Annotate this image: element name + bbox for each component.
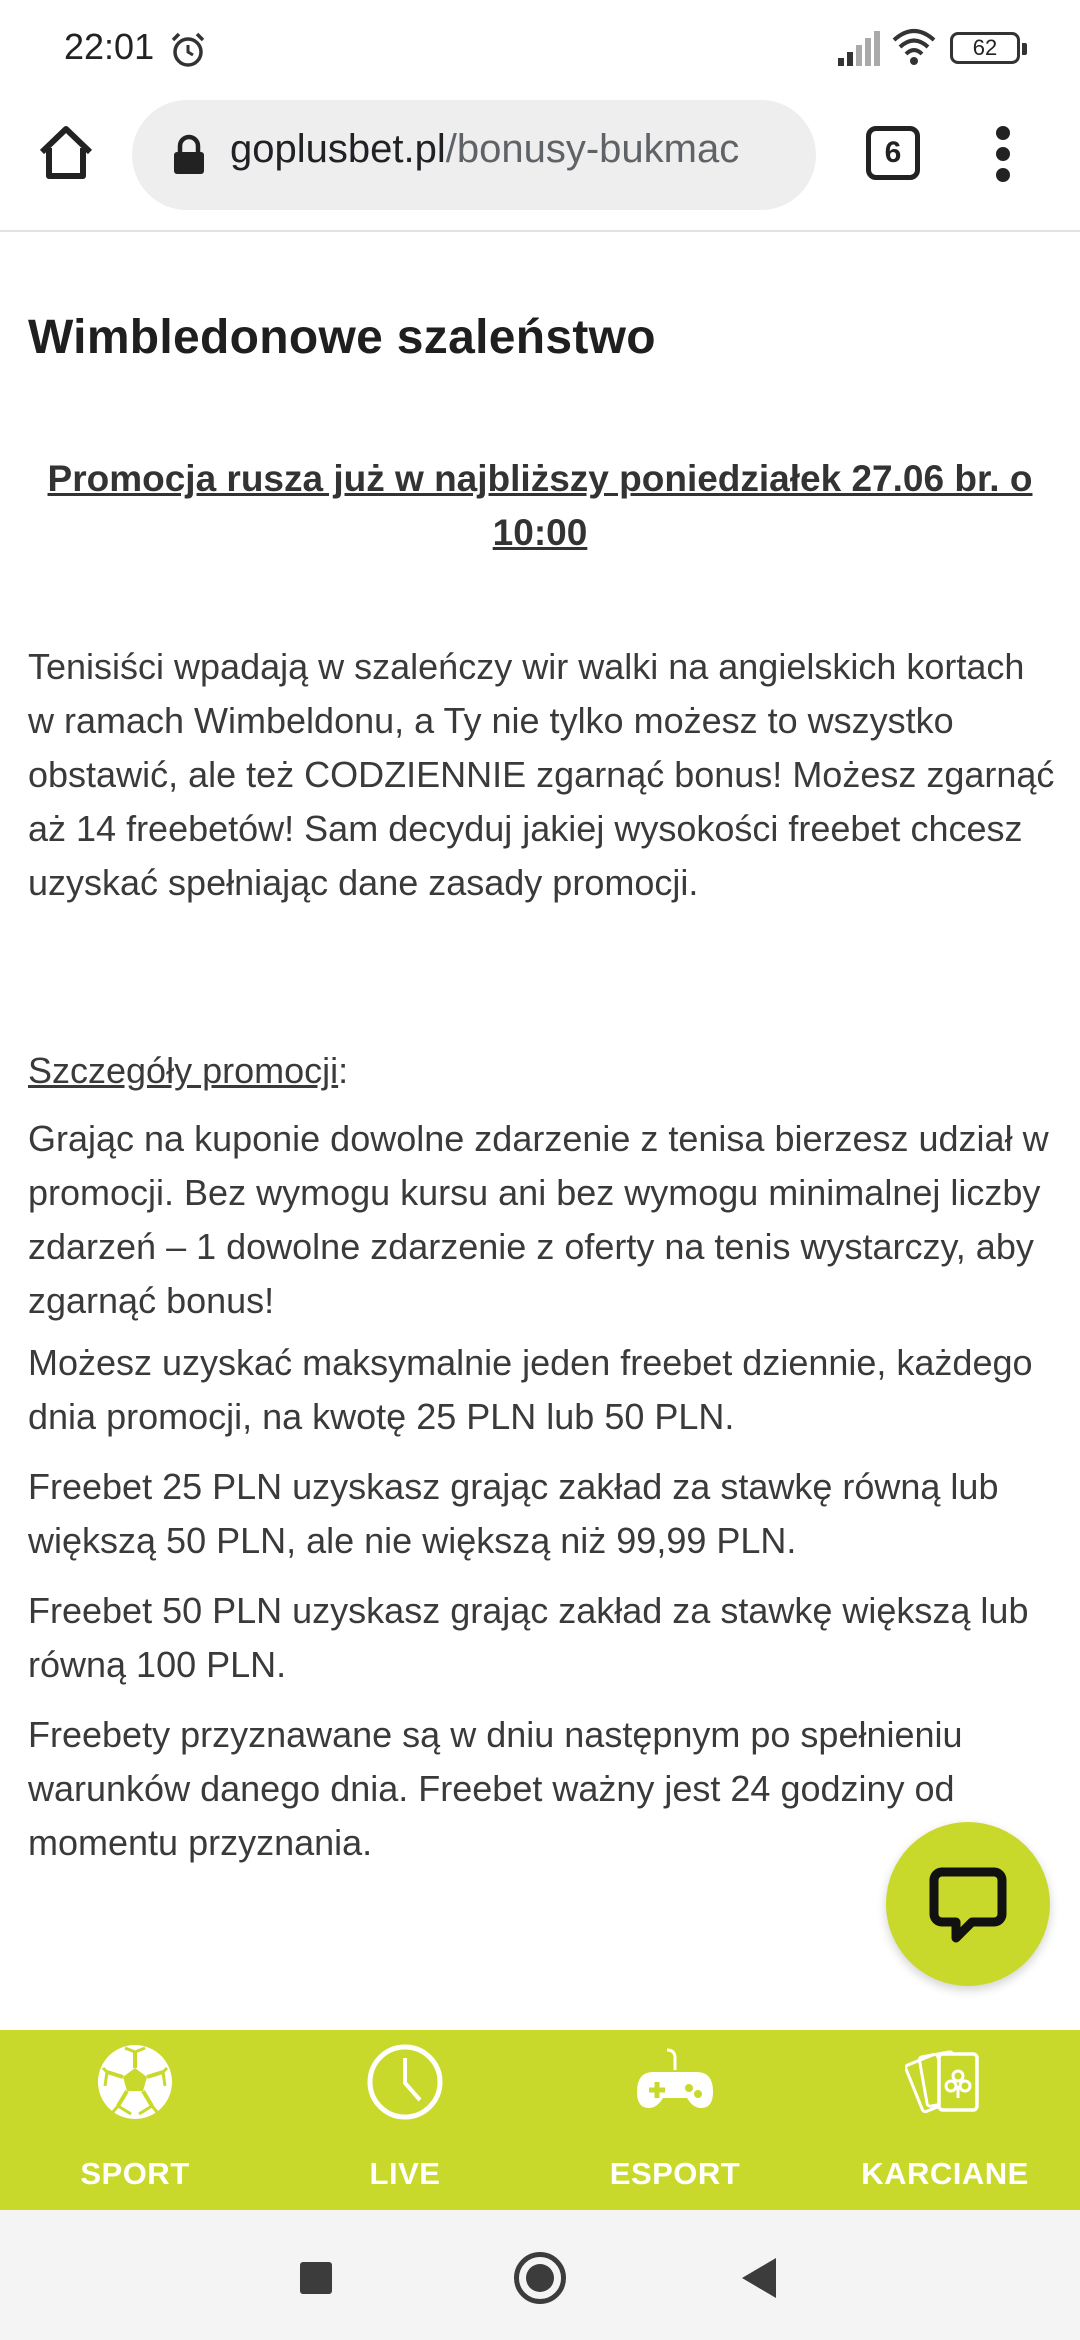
intro-paragraph: Tenisiści wpadają w szaleńczy wir walki na angielskich kortach w ramach Wimbeldonu, a Ty nie tylko możesz to wszystko obstawić, ale też CODZIENNIE zgarnąć bonus! Możesz zgarnąć aż 14 freebetów! Sam decyduj jakiej wysokości freebet chcesz uzyskać spełniając dane zasady promocji.: [28, 646, 1055, 903]
nav-label: ESPORT: [609, 2156, 741, 2191]
details-paragraph: Możesz uzyskać maksymalnie jeden freebet dziennie, każdego dnia promocji, na kwotę 25 PLN lub 50 PLN.: [28, 1342, 1033, 1437]
status-time: 22:01: [64, 26, 155, 67]
nav-label: LIVE: [369, 2156, 441, 2191]
details-heading-colon: :: [338, 1050, 349, 1091]
lock-icon: [172, 134, 206, 176]
browser-toolbar: [0, 96, 1080, 232]
details-paragraph: Freebety przyznawane są w dniu następnym po spełnieniu warunków danego dnia. Freebet ważny jest 24 godziny od momentu przyznania.: [28, 1714, 963, 1863]
system-nav-bar: [0, 2210, 1080, 2340]
nav-item-live[interactable]: [270, 2030, 540, 2210]
playing-cards-icon: [905, 2042, 985, 2122]
status-bar: [0, 0, 1080, 96]
signal-icon: [836, 30, 880, 66]
details-heading-text: Szczegóły promocji: [28, 1050, 339, 1091]
page-title: Wimbledonowe szaleństwo: [28, 311, 656, 364]
nav-label: KARCIANE: [861, 2156, 1029, 2191]
home-circle-icon[interactable]: [514, 2252, 566, 2304]
more-vert-icon[interactable]: [988, 126, 1018, 182]
url-text: [230, 127, 790, 172]
bottom-nav: [0, 2030, 1080, 2210]
nav-item-sport[interactable]: [0, 2030, 270, 2210]
details-paragraph: Grając na kuponie dowolne zdarzenie z tenisa bierzesz udział w promocji. Bez wymogu kursu ani bez wymogu minimalnej liczby zdarzeń – 1 dowolne zdarzenie z oferty na tenis wystarczy, aby zgarnąć bonus!: [28, 1118, 1049, 1321]
home-icon[interactable]: [34, 120, 98, 184]
gamepad-icon: [635, 2042, 715, 2122]
nav-item-esport[interactable]: [540, 2030, 810, 2210]
back-icon[interactable]: [742, 2258, 776, 2298]
nav-label: SPORT: [80, 2156, 190, 2191]
recent-apps-icon[interactable]: [300, 2262, 332, 2294]
chat-bubble-icon: [928, 1864, 1008, 1944]
clock-icon: [365, 2042, 445, 2122]
nav-item-karciane[interactable]: [810, 2030, 1080, 2210]
details-paragraph: Freebet 50 PLN uzyskasz grając zakład za stawkę większą lub równą 100 PLN.: [28, 1590, 1029, 1685]
url-path: /bonusy-bukmac: [445, 127, 740, 171]
details-heading: [28, 1044, 348, 1098]
details-paragraph: Freebet 25 PLN uzyskasz grając zakład za stawkę równą lub większą 50 PLN, ale nie większą niż 99,99 PLN.: [28, 1466, 999, 1561]
tab-switcher-button[interactable]: 6: [866, 126, 920, 180]
soccer-ball-icon: [95, 2042, 175, 2122]
url-bar[interactable]: [132, 100, 816, 210]
chat-button[interactable]: [886, 1822, 1050, 1986]
battery-icon: 62: [950, 32, 1020, 64]
promo-start-notice: Promocja rusza już w najbliższy poniedziałek 27.06 br. o 10:00: [47, 458, 1033, 553]
alarm-icon: [168, 30, 208, 70]
url-domain: goplusbet.pl: [230, 127, 446, 171]
wifi-icon: [890, 26, 938, 66]
